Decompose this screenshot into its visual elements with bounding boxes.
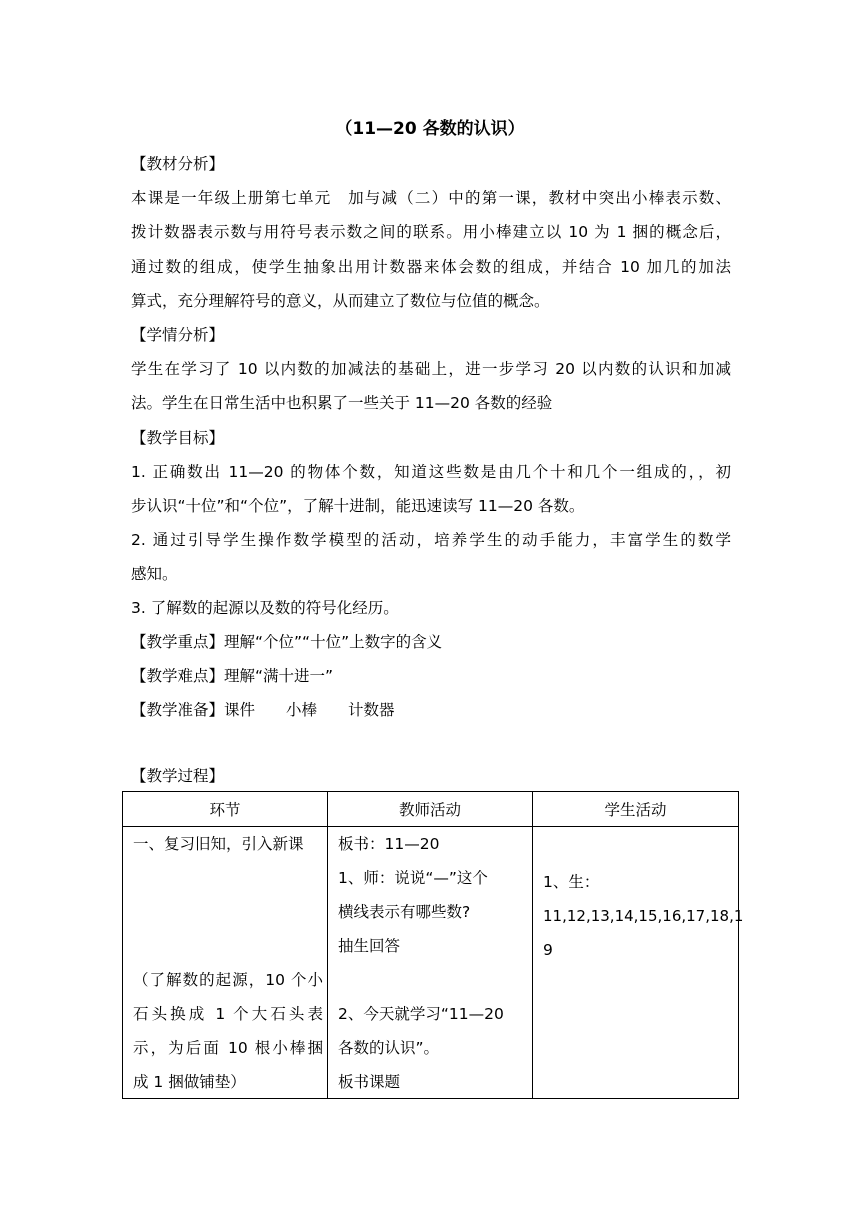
table-header-row — [123, 792, 739, 827]
header-student: 学生活动 — [533, 792, 739, 827]
key-point: 【教学重点】理解“个位”“十位”上数字的含义 — [131, 633, 443, 651]
goal-line: 1. 正确数出 11—20 的物体个数，知道这些数是由几个十和几个一组成的，，初 — [131, 463, 731, 481]
student-cell — [533, 827, 744, 1099]
difficulty: 【教学难点】理解“满十进一” — [131, 667, 334, 685]
stage-note-line: （了解数的起源，10 个小 — [133, 971, 323, 989]
stage-cell — [123, 827, 328, 1099]
header-stage: 环节 — [123, 792, 328, 827]
student-heading: 【学情分析】 — [131, 326, 225, 344]
material-heading: 【教材分析】 — [131, 155, 225, 173]
teacher-line: 横线表示有哪些数? — [338, 903, 471, 921]
header-teacher: 教师活动 — [328, 792, 533, 827]
stage-title: 一、复习旧知，引入新课 — [133, 835, 304, 853]
process-table — [122, 791, 744, 1099]
teacher-cell — [328, 827, 533, 1099]
stage-note-line: 石头换成 1 个大石头表 — [133, 1005, 323, 1023]
goal-line: 感知。 — [131, 565, 178, 583]
teacher-line: 板书课题 — [338, 1073, 401, 1091]
material-line: 拨计数器表示数与用符号表示数之间的联系。用小棒建立以 10 为 1 捆的概念后， — [131, 223, 731, 241]
student-line: 学生在学习了 10 以内数的加减法的基础上，进一步学习 20 以内数的认识和加减 — [131, 360, 731, 378]
goal-line: 步认识“十位”和“个位”，了解十进制，能迅速读写 11—20 各数。 — [131, 497, 585, 515]
material-line: 本课是一年级上册第七单元 加与减（二）中的第一课，教材中突出小棒表示数、 — [131, 189, 731, 207]
preparation: 【教学准备】课件 小棒 计数器 — [131, 701, 395, 719]
student-line: 11,12,13,14,15,16,17,18,1 — [543, 907, 744, 925]
table-row — [123, 827, 739, 1099]
stage-note-line: 示，为后面 10 根小棒捆 — [133, 1039, 323, 1057]
teacher-line: 各数的认识”。 — [338, 1039, 440, 1057]
document-title: （11—20 各数的认识） — [335, 119, 525, 139]
goals-heading: 【教学目标】 — [131, 429, 225, 447]
teacher-line: 1、师：说说“—”这个 — [338, 869, 488, 887]
goal-line: 2. 通过引导学生操作数学模型的活动，培养学生的动手能力，丰富学生的数学 — [131, 531, 731, 549]
teacher-line: 2、今天就学习“11—20 — [338, 1005, 504, 1023]
teacher-line: 抽生回答 — [338, 937, 401, 955]
process-heading: 【教学过程】 — [131, 767, 225, 785]
student-line: 1、生： — [543, 873, 600, 891]
material-line: 通过数的组成，使学生抽象出用计数器来体会数的组成，并结合 10 加几的加法 — [131, 258, 731, 276]
goal-line: 3. 了解数的起源以及数的符号化经历。 — [131, 599, 399, 617]
material-line: 算式，充分理解符号的意义，从而建立了数位与位值的概念。 — [131, 292, 550, 310]
student-line: 9 — [543, 941, 553, 959]
student-line: 法。学生在日常生活中也积累了一些关于 11—20 各数的经验 — [131, 394, 553, 412]
stage-note-line: 成 1 捆做铺垫） — [133, 1073, 246, 1091]
teacher-line: 板书：11—20 — [338, 835, 440, 853]
